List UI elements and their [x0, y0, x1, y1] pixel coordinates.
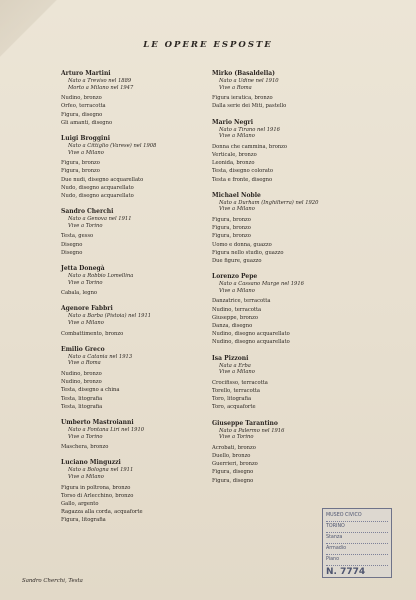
artwork-item: Figura, bronzo — [212, 233, 251, 240]
artist-birth: Nato a Genova nel 1911 — [68, 216, 132, 223]
artwork-item: Testa e fronte, disegno — [212, 176, 273, 183]
artwork-item: Figura, litografia — [61, 517, 106, 524]
stamp-room: Stanza — [326, 533, 388, 544]
artist-residence: Vive a Roma — [68, 360, 101, 367]
artist-name: Lorenzo Pepe — [212, 273, 258, 281]
figure-caption: Sandro Cherchi, Testa — [22, 578, 83, 584]
artist-name: Arturo Martini — [61, 70, 111, 77]
artist-entry — [61, 265, 231, 297]
artwork-item: Acrobati, bronzo — [212, 444, 256, 451]
left-column — [61, 70, 231, 533]
artwork-item: Uomo e donna, guazzo — [212, 241, 272, 248]
artist-entry — [212, 70, 382, 111]
artwork-item: Nudino, bronzo — [61, 95, 102, 102]
artwork-item: Danza, disegno — [212, 323, 253, 329]
stamp-shelf: Piano — [326, 555, 388, 566]
artwork-item: Testa, litografia — [61, 403, 103, 410]
artist-birth: Nato a Robbio Lomellina — [68, 273, 134, 279]
artist-name: Jetta Donegà — [61, 265, 105, 272]
artist-birth: Nato a Cassano Murge nel 1916 — [219, 281, 304, 288]
artist-birth: Nato a Fontana Liri nel 1910 — [68, 426, 145, 433]
artist-entry — [212, 192, 382, 265]
artwork-item: Due figure, guazzo — [212, 258, 262, 264]
artwork-item: Torso di Arlecchino, bronzo — [61, 492, 134, 499]
artist-entry — [212, 119, 382, 184]
artwork-item: Torello, terracotta — [212, 388, 260, 394]
artist-entry — [61, 346, 231, 411]
artist-residence: Vive a Torino — [68, 222, 103, 229]
artwork-item: Leonida, bronzo — [212, 160, 255, 167]
artwork-item: Disegno — [61, 241, 83, 248]
artist-residence: Vive a Milano — [219, 133, 255, 140]
museum-stamp — [322, 508, 392, 578]
artwork-item: Giuseppe, bronzo — [212, 314, 259, 321]
artist-residence: Vive a Torino — [68, 279, 103, 286]
artist-birth: Nata a Erba — [219, 362, 251, 369]
stamp-city: TORINO — [326, 522, 388, 533]
artist-entry — [61, 208, 231, 257]
artist-entry — [61, 459, 231, 524]
artist-entry — [212, 273, 382, 346]
artist-entry — [61, 135, 231, 200]
artwork-item: Testa, gesso — [61, 233, 94, 240]
artwork-item: Disegno — [61, 249, 83, 256]
stamp-inventory-number: N. 7774 — [326, 567, 366, 577]
artist-birth: Nato a Cittiglio (Varese) nel 1908 — [68, 143, 157, 149]
stamp-cabinet: Armadio — [326, 544, 388, 555]
artwork-item: Duello, bronzo — [212, 453, 251, 459]
artist-name: Emilio Greco — [61, 345, 105, 353]
artwork-item: Orfeo, terracotta — [61, 103, 106, 110]
artwork-item: Figura, bronzo — [61, 160, 100, 167]
artist-residence: Vive a Milano — [68, 319, 104, 326]
artwork-item: Figura nello studio, guazzo — [212, 249, 284, 256]
artist-name: Sandro Cherchi — [61, 208, 114, 216]
artwork-item: Nudo, disegno acquarellato — [61, 193, 134, 199]
artwork-item: Crocifisso, terracotta — [212, 379, 268, 386]
artwork-item: Figura, disegno — [212, 469, 254, 476]
artwork-item: Figura in poltrona, bronzo — [61, 484, 131, 491]
artwork-item: Testa, litografia — [61, 395, 103, 402]
artist-name: Mario Negri — [212, 118, 253, 126]
artwork-item: Testa, disegno colorato — [212, 168, 274, 175]
artwork-item: Figura, bronzo — [212, 216, 251, 223]
artwork-item: Gli amanti, disegno — [61, 119, 113, 126]
artist-entry — [212, 420, 382, 485]
artwork-item: Figura, bronzo — [212, 225, 251, 232]
artwork-item: Guerrieri, bronzo — [212, 461, 258, 468]
artwork-item: Donna che cammina, bronzo — [212, 143, 288, 150]
artwork-item: Nudino, disegno acquarellato — [212, 331, 290, 338]
page-title: LE OPERE ESPOSTE — [143, 40, 273, 50]
artwork-item: Maschera, bronzo — [61, 444, 109, 451]
artwork-item: Nudino, bronzo — [61, 379, 102, 386]
artist-name: Giuseppe Tarantino — [212, 419, 278, 427]
artist-birth: Nato a Durham (Inghilterra) nel 1920 — [219, 199, 319, 206]
artwork-item: Combattimento, bronzo — [61, 330, 124, 337]
artwork-item: Testa, disegno a china — [61, 387, 120, 394]
artwork-item: Due nudi, disegno acquarellato — [61, 176, 144, 183]
artwork-item: Gallo, argento — [61, 500, 99, 507]
artist-name: Luciano Minguzzi — [61, 459, 121, 467]
artwork-item: Toro, litografia — [212, 396, 252, 403]
artwork-item: Nudino, bronzo — [61, 370, 102, 377]
artist-residence: Vive a Milano — [68, 473, 104, 480]
artwork-item: Figura ieratica, bronzo — [212, 95, 273, 102]
artist-residence: Vive a Milano — [219, 369, 255, 376]
artist-residence: Vive a Milano — [219, 287, 255, 294]
artist-birth: Nato a Bologna nel 1911 — [68, 467, 134, 474]
artwork-item: Figura, disegno — [61, 111, 103, 118]
artist-birth: Nato a Barba (Pistoia) nel 1911 — [68, 313, 152, 320]
artist-birth: Nato a Palermo nel 1916 — [219, 427, 285, 434]
artwork-item: Dalla serie dei Miti, pastello — [212, 103, 287, 110]
right-column — [212, 70, 382, 493]
artist-residence: Vive a Milano — [219, 206, 255, 213]
artist-birth: Nato a Catania nel 1913 — [68, 353, 133, 360]
artist-name: Mirko (Basaldella) — [212, 70, 275, 77]
artist-entry — [212, 355, 382, 412]
artist-residence: Vive a Torino — [219, 434, 254, 441]
artist-residence: Vive a Torino — [68, 433, 103, 440]
artwork-item: Nudino, disegno acquarellato — [212, 339, 290, 346]
stamp-museum: MUSEO CIVICO — [326, 511, 388, 522]
artwork-item: Nudino, terracotta — [212, 306, 262, 313]
artist-entry — [61, 70, 231, 127]
artist-entry — [61, 305, 231, 337]
artwork-item: Cabala, legno — [61, 290, 98, 297]
artwork-item: Ragazza alla corda, acquaforte — [61, 509, 143, 516]
artist-residence: Morto a Milano nel 1947 — [68, 84, 134, 91]
torn-corner — [0, 0, 70, 70]
artist-name: Luigi Broggini — [61, 135, 110, 142]
artwork-item: Figura, disegno — [212, 477, 254, 484]
artist-residence: Vive a Roma — [219, 84, 252, 91]
artist-name: Agenore Fabbri — [61, 305, 113, 313]
artwork-item: Nudo, disegno acquarellato — [61, 184, 134, 191]
artwork-item: Figura, bronzo — [61, 168, 100, 175]
artwork-item: Danzatrice, terracotta — [212, 298, 271, 305]
artist-residence: Vive a Milano — [68, 149, 104, 156]
artist-name: Umberto Mastroianni — [61, 418, 134, 426]
artist-birth: Nato a Treviso nel 1889 — [68, 78, 132, 84]
artwork-item: Toro, acquaforte — [212, 404, 256, 411]
artwork-item: Verticale, bronzo — [212, 151, 257, 158]
artist-birth: Nato a Tirano nel 1916 — [219, 126, 280, 133]
artist-entry — [61, 419, 231, 451]
artist-name: Isa Pizzoni — [212, 354, 249, 362]
artist-name: Michael Noble — [212, 191, 261, 199]
artist-birth: Nato a Udine nel 1910 — [219, 78, 279, 84]
